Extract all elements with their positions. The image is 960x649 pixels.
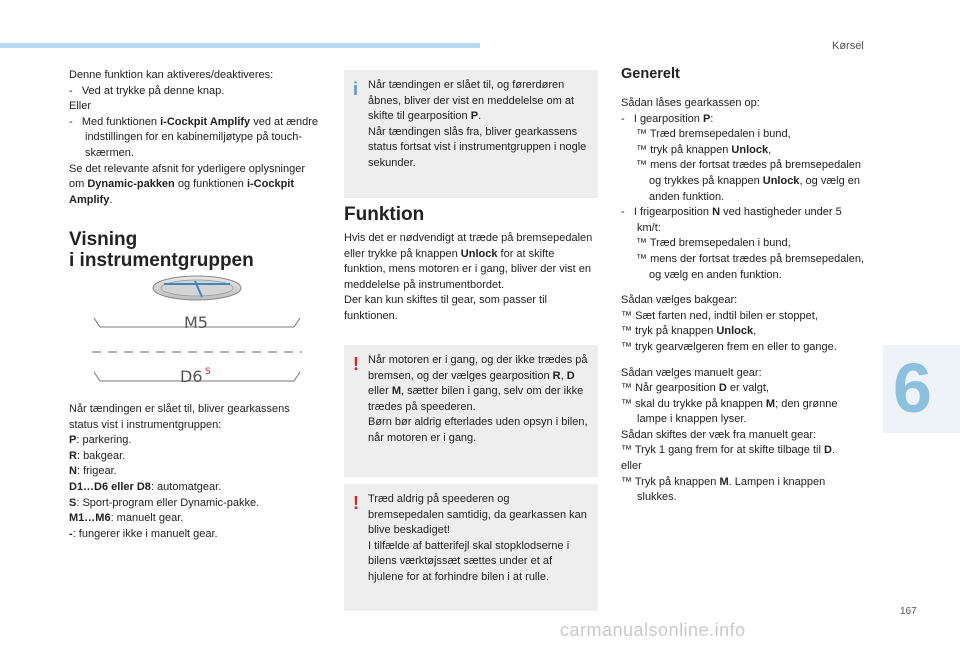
step-item bbox=[621, 443, 866, 459]
info-box bbox=[344, 70, 598, 198]
info-text-a: Når tændingen er slået til, og førerdøren åbnes, bliver der vist en meddelelse om at skifte til gearposition bbox=[368, 79, 575, 123]
ref-prefix: Se det relevante afsnit for yderligere oplysninger om bbox=[69, 162, 306, 191]
unlock-p bbox=[621, 112, 866, 128]
gear-item bbox=[69, 511, 321, 527]
step-text: mens der fortsat trædes på bremsepedalen, og vælg en anden funktion. bbox=[649, 252, 865, 281]
gear-desc: : frigear. bbox=[76, 465, 117, 478]
gear-display-auto: D6 bbox=[180, 367, 203, 385]
warning-box-2 bbox=[344, 484, 598, 611]
unlock-p-suffix: : bbox=[710, 112, 714, 125]
chapter-number: 6 bbox=[893, 349, 932, 427]
intro-item-prefix: - Med funktionen bbox=[69, 115, 161, 128]
step-item bbox=[621, 158, 866, 205]
step-text: Når gearposition bbox=[635, 382, 719, 395]
bullet-icon: ™ bbox=[636, 128, 647, 141]
w1a: Når motoren er i gang, og der ikke trædes på bremsen, og der vælges gearposition bbox=[368, 354, 588, 382]
step-item bbox=[621, 127, 866, 143]
step-text: Sæt farten ned, indtil bilen er stoppet, bbox=[635, 309, 818, 322]
step-item bbox=[621, 143, 866, 159]
gear-desc: : Sport-program eller Dynamic-pakke. bbox=[76, 496, 260, 509]
step-text-end: , bbox=[768, 143, 772, 156]
info-text-1 bbox=[368, 78, 588, 125]
unlock-p-prefix: - I gearposition bbox=[621, 112, 703, 125]
warning-2-text: Træd aldrig på speederen og bremsepedalen samtidig, da gearkassen kan blive beskadiget! bbox=[368, 493, 587, 537]
bullet-icon: ™ bbox=[621, 397, 632, 410]
step-text: Tryk 1 gang frem for at skifte tilbage til bbox=[634, 444, 824, 457]
gear-desc: : fungerer ikke i manuelt gear. bbox=[72, 527, 218, 540]
intro-line-2: - Ved at trykke på denne knap. bbox=[69, 84, 225, 97]
warning-1-text-2: Børn bør aldrig efterlades uden opsyn i bilen, når motoren er i gang. bbox=[368, 416, 588, 444]
w1e: eller bbox=[368, 385, 392, 398]
step-item bbox=[621, 236, 866, 252]
instrument-cluster-illustration bbox=[92, 275, 302, 385]
function-text-c: for at skifte funktion, mens motoren er i gang, bliver der vist en meddelelse på instrumentbordet. bbox=[344, 247, 592, 291]
ref-mid: og funktionen bbox=[174, 178, 247, 191]
step-key: Unlock bbox=[716, 325, 754, 338]
gear-key: M1…M6 bbox=[69, 512, 111, 525]
intro-item-suffix: ved at ændre indstillingen for en kabinemiljøtype på touch-skærmen. bbox=[85, 115, 319, 159]
manual-intro: Sådan vælges manuelt gear: bbox=[621, 366, 762, 379]
gear-desc: : automatgear. bbox=[150, 480, 222, 493]
step-text: tryk på knappen bbox=[635, 325, 717, 338]
bullet-icon: ™ bbox=[621, 309, 632, 322]
heading-general: Generelt bbox=[621, 66, 680, 82]
unlock-n bbox=[621, 205, 866, 236]
section-title: Kørsel bbox=[832, 40, 864, 52]
step-item bbox=[621, 324, 866, 340]
function-text-b: Unlock bbox=[460, 247, 498, 260]
step-text-end: , og vælg en anden funktion. bbox=[649, 174, 860, 203]
intro-item bbox=[69, 115, 321, 162]
bullet-icon: ™ bbox=[621, 340, 632, 353]
column-left-intro bbox=[69, 68, 321, 208]
gear-status-intro: Når tændingen er slået til, bliver gearkassens status vist i instrumentgruppen: bbox=[69, 403, 290, 431]
info-text-2: Når tændingen slås fra, bliver gearkassens status fortsat vist i instrumentgruppen i nogle sekunder. bbox=[368, 125, 587, 169]
step-text-end: , bbox=[753, 325, 757, 338]
unlock-p-key: P bbox=[702, 112, 711, 125]
gear-item bbox=[69, 464, 321, 480]
step-item bbox=[621, 381, 866, 397]
bullet-icon: ™ bbox=[636, 143, 647, 156]
w1c: , bbox=[560, 369, 567, 382]
step-text-end: . Lampen i knappen slukkes. bbox=[637, 475, 826, 504]
reverse-intro: Sådan vælges bakgear: bbox=[621, 294, 738, 307]
step-text: tryk på knappen bbox=[650, 143, 732, 156]
bullet-icon: ™ bbox=[621, 475, 632, 488]
gear-item bbox=[69, 496, 321, 512]
step-item bbox=[621, 340, 866, 356]
unlock-intro: Sådan låses gearkassen op: bbox=[621, 97, 760, 109]
step-text-end: ; den grønne lampe i knappen lyser. bbox=[637, 397, 838, 426]
function-text bbox=[344, 231, 598, 293]
heading-display bbox=[69, 229, 254, 271]
step-text: Træd bremsepedalen i bund, bbox=[649, 128, 791, 141]
unlock-n-suffix: ved hastigheder under 5 km/t: bbox=[637, 206, 842, 234]
ref-bold-1: Dynamic-pakken bbox=[87, 178, 175, 191]
heading-function: Funktion bbox=[344, 204, 425, 225]
step-key: D bbox=[718, 382, 727, 395]
or-text: eller bbox=[621, 460, 642, 473]
step-item bbox=[621, 309, 866, 325]
step-text: skal du trykke på knappen bbox=[635, 397, 766, 410]
step-item bbox=[621, 252, 866, 283]
bullet-icon: ™ bbox=[636, 237, 647, 250]
warning-box-1 bbox=[344, 345, 598, 477]
w1f: M bbox=[391, 385, 402, 398]
heading-line-1: Visning bbox=[69, 229, 138, 250]
step-text: Træd bremsepedalen i bund, bbox=[649, 237, 791, 250]
function-text-a: Hvis det er nødvendigt at træde på bremsepedalen eller trykke på knappen bbox=[344, 232, 593, 260]
gear-item bbox=[69, 433, 321, 449]
info-icon: i bbox=[353, 79, 359, 99]
intro-line-3: Eller bbox=[69, 100, 92, 113]
warning-1-text bbox=[368, 353, 588, 415]
w1d: D bbox=[566, 369, 575, 382]
w1g: , sætter bilen i gang, selv om der ikke trædes på speederen. bbox=[368, 385, 584, 413]
w1b: R bbox=[552, 369, 561, 382]
step-text: tryk gearvælgeren frem en eller to gange. bbox=[635, 340, 837, 353]
bullet-icon: ™ bbox=[636, 159, 647, 172]
gear-item bbox=[69, 449, 321, 465]
gear-status-list bbox=[69, 402, 321, 542]
step-key: D bbox=[823, 444, 832, 457]
heading-line-2: i instrumentgruppen bbox=[69, 250, 254, 271]
warning-icon: ! bbox=[353, 493, 359, 513]
step-text-end: er valgt, bbox=[726, 382, 769, 395]
gear-key: D1…D6 eller D8 bbox=[69, 480, 151, 493]
step-item bbox=[621, 475, 866, 506]
gear-desc: : parkering. bbox=[76, 434, 132, 447]
bullet-icon: ™ bbox=[621, 444, 632, 457]
gear-item bbox=[69, 480, 321, 496]
warning-2-text-2: I tilfælde af batterifejl skal stopklodserne i bilens værktøjssæt sættes under et af hjulene for at forhindre bilen i at rulle. bbox=[368, 539, 570, 583]
unlock-n-key: N bbox=[712, 206, 721, 219]
step-key: Unlock bbox=[731, 143, 769, 156]
gear-key: R bbox=[69, 449, 77, 462]
step-text-end: . bbox=[831, 444, 835, 457]
function-body bbox=[344, 231, 598, 325]
warning-icon: ! bbox=[353, 354, 359, 374]
function-text-2: Der kan kun skiftes til gear, som passer til funktionen. bbox=[344, 294, 547, 322]
intro-reference bbox=[69, 162, 321, 209]
unlock-n-prefix: - I frigearposition bbox=[621, 206, 713, 219]
ref-end: . bbox=[109, 193, 113, 206]
gear-display-sport: S bbox=[205, 367, 211, 377]
info-text-b: P bbox=[470, 110, 479, 123]
gear-key: P bbox=[69, 434, 77, 447]
step-key: M bbox=[765, 397, 776, 410]
step-text: mens der fortsat trædes på bremsepedalen og trykkes på knappen bbox=[649, 159, 862, 187]
gear-item bbox=[69, 527, 321, 543]
step-key: Unlock bbox=[762, 174, 800, 187]
gear-key: S bbox=[69, 496, 77, 509]
step-text: Tryk på knappen bbox=[634, 475, 720, 488]
gear-desc: : manuelt gear. bbox=[110, 512, 184, 525]
column-right-general bbox=[621, 66, 866, 506]
gear-desc: : bakgear. bbox=[76, 449, 126, 462]
gear-display-manual: M5 bbox=[184, 313, 208, 332]
manual-exit-intro: Sådan skiftes der væk fra manuelt gear: bbox=[621, 428, 817, 441]
header-accent-bar bbox=[0, 43, 480, 48]
step-item bbox=[621, 397, 866, 428]
gear-key: - bbox=[69, 527, 73, 540]
ref-bold-2: i-Cockpit Amplify bbox=[69, 178, 295, 206]
gear-key: N bbox=[69, 465, 77, 478]
intro-line-1: Denne funktion kan aktiveres/deaktiveres: bbox=[69, 69, 274, 81]
intro-item-bold: i-Cockpit Amplify bbox=[160, 115, 251, 128]
bullet-icon: ™ bbox=[621, 325, 632, 338]
page-number: 167 bbox=[900, 606, 917, 617]
bullet-icon: ™ bbox=[621, 382, 632, 395]
bullet-icon: ™ bbox=[636, 252, 647, 265]
info-text-c: . bbox=[478, 110, 482, 123]
step-key: M bbox=[719, 475, 729, 488]
watermark: carmanualsonline.info bbox=[560, 620, 746, 640]
